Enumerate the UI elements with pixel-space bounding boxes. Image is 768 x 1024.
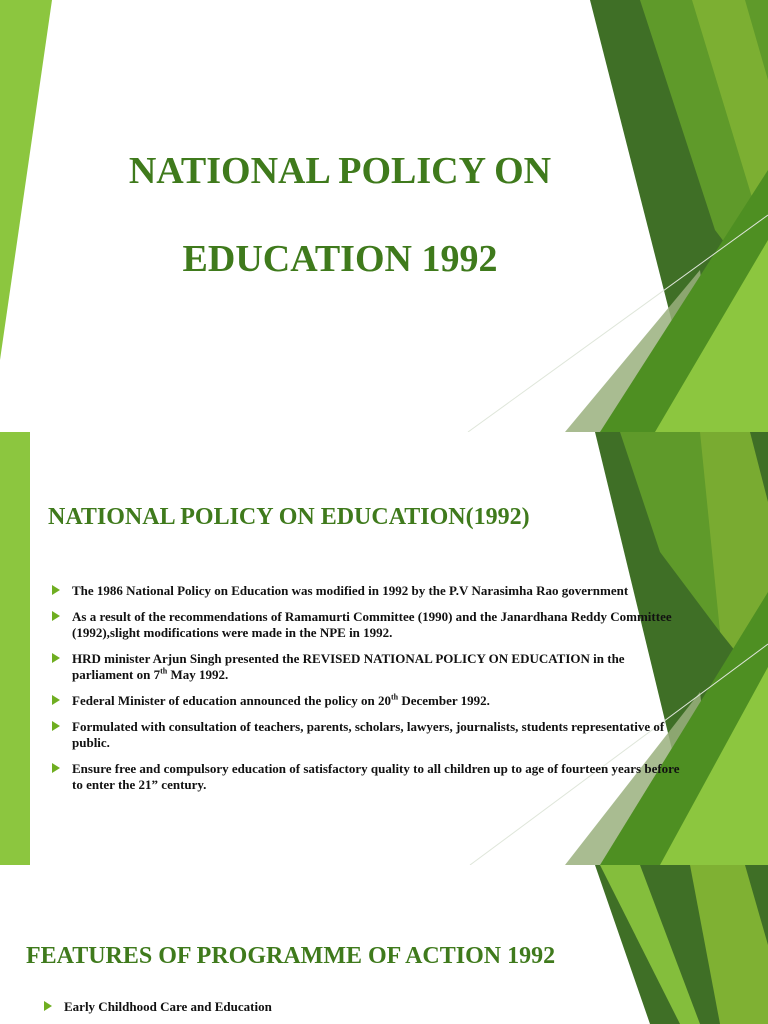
arrow-bullet-icon	[52, 763, 60, 773]
policy-bullet-list	[48, 583, 688, 803]
list-item: Early Childhood Care and Education	[40, 999, 580, 1015]
arrow-bullet-icon	[52, 721, 60, 731]
arrow-bullet-icon	[44, 1001, 52, 1011]
slide2-heading: NATIONAL POLICY ON EDUCATION(1992)	[48, 504, 530, 530]
title-slide	[0, 0, 768, 432]
title-line-2: EDUCATION 1992	[182, 238, 498, 280]
list-item: Ensure free and compulsory education of satisfactory quality to all children up to age of fourteen years before to enter the 21” century.	[48, 761, 688, 793]
arrow-bullet-icon	[52, 585, 60, 595]
slide1-green-decoration	[0, 0, 768, 432]
list-item: Formulated with consultation of teachers, parents, scholars, lawyers, journalists, students representative of public.	[48, 719, 688, 751]
features-slide	[0, 865, 768, 1024]
policy-details-slide	[0, 432, 768, 865]
features-bullet-list	[40, 999, 580, 1024]
list-item: The 1986 National Policy on Education was modified in 1992 by the P.V Narasimha Rao government	[48, 583, 688, 599]
left-green-sliver	[0, 432, 30, 865]
list-item: HRD minister Arjun Singh presented the REVISED NATIONAL POLICY ON EDUCATION in the parliament on 7th May 1992.	[48, 651, 688, 683]
title-line-1: NATIONAL POLICY ON	[128, 150, 552, 192]
list-item: As a result of the recommendations of Ramamurti Committee (1990) and the Janardhana Reddy Committee (1992),slight modifications were made in the NPE in 1992.	[48, 609, 688, 641]
arrow-bullet-icon	[52, 611, 60, 621]
slide3-heading: FEATURES OF PROGRAMME OF ACTION 1992	[26, 943, 556, 969]
list-item: Federal Minister of education announced the policy on 20th December 1992.	[48, 693, 688, 709]
arrow-bullet-icon	[52, 695, 60, 705]
arrow-bullet-icon	[52, 653, 60, 663]
